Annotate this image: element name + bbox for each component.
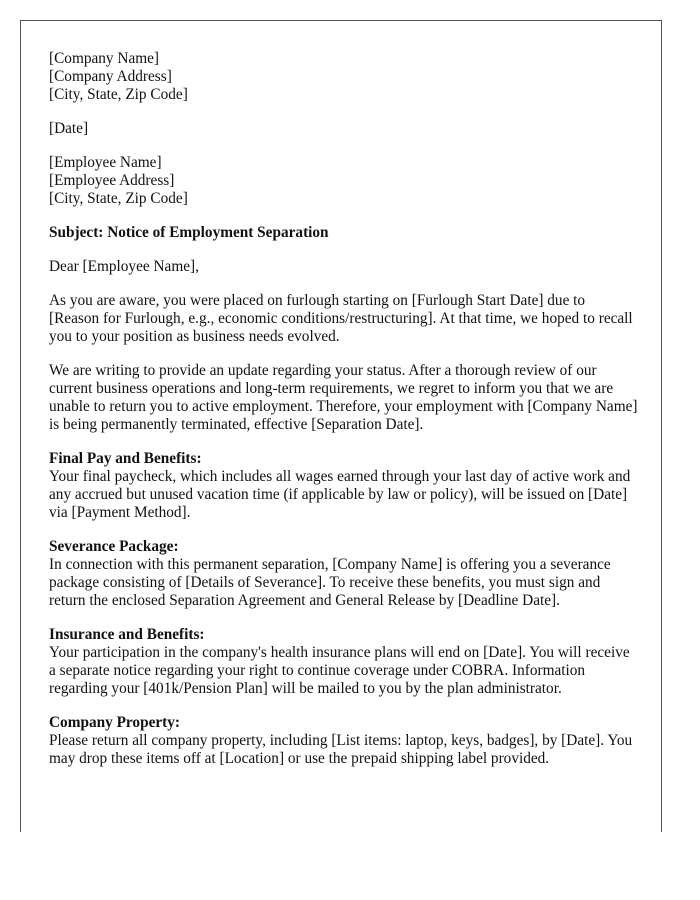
sender-address: [Company Address] [49,68,172,85]
paragraph-status: We are writing to provide an update regarding your status. After a thorough review of our current business operations and long-term requirements, we regret to inform you that we are unable to return you to active employment. Therefore, your employment with [Company Name] is being permanently terminated, effective [Separation Date]. [49,362,638,433]
paragraph-furlough: As you are aware, you were placed on furlough starting on [Furlough Start Date] due to [Reason for Furlough, e.g., economic conditions/restructuring]. At that time, we hoped to recall you to your position as business needs evolved. [49,292,633,345]
section-company-property [49,714,639,768]
recipient-name: [Employee Name] [49,154,162,171]
section-heading: Severance Package: [49,538,179,555]
sender-block [49,50,639,104]
section-body: In connection with this permanent separation, [Company Name] is offering you a severance package consisting of [Details of Severance]. To receive these benefits, you must sign and return the enclosed Separation Agreement and General Release by [Deadline Date]. [49,556,611,609]
letter-page [20,20,662,832]
subject-line: Subject: Notice of Employment Separation [49,224,329,241]
sender-name: [Company Name] [49,50,160,67]
section-insurance [49,626,639,698]
section-body: Your final paycheck, which includes all wages earned through your last day of active work and any accrued but unused vacation time (if applicable by law or policy), will be issued on [Date] via [Payment Method]. [49,468,631,521]
section-body: Please return all company property, including [List items: laptop, keys, badges], by [Date]. You may drop these items off at [Location] or use the prepaid shipping label provided. [49,732,633,767]
section-body: Your participation in the company's health insurance plans will end on [Date]. You will receive a separate notice regarding your right to continue coverage under COBRA. Information regarding your [401k/Pension Plan] will be mailed to you by the plan administrator. [49,644,630,697]
section-heading: Company Property: [49,714,181,731]
recipient-address: [Employee Address] [49,172,175,189]
section-severance [49,538,639,610]
salutation: Dear [Employee Name], [49,258,199,275]
section-final-pay [49,450,639,522]
section-heading: Insurance and Benefits: [49,626,205,643]
letter-date: [Date] [49,120,89,137]
recipient-block [49,154,639,208]
recipient-city: [City, State, Zip Code] [49,190,188,207]
section-heading: Final Pay and Benefits: [49,450,202,467]
sender-city: [City, State, Zip Code] [49,86,188,103]
